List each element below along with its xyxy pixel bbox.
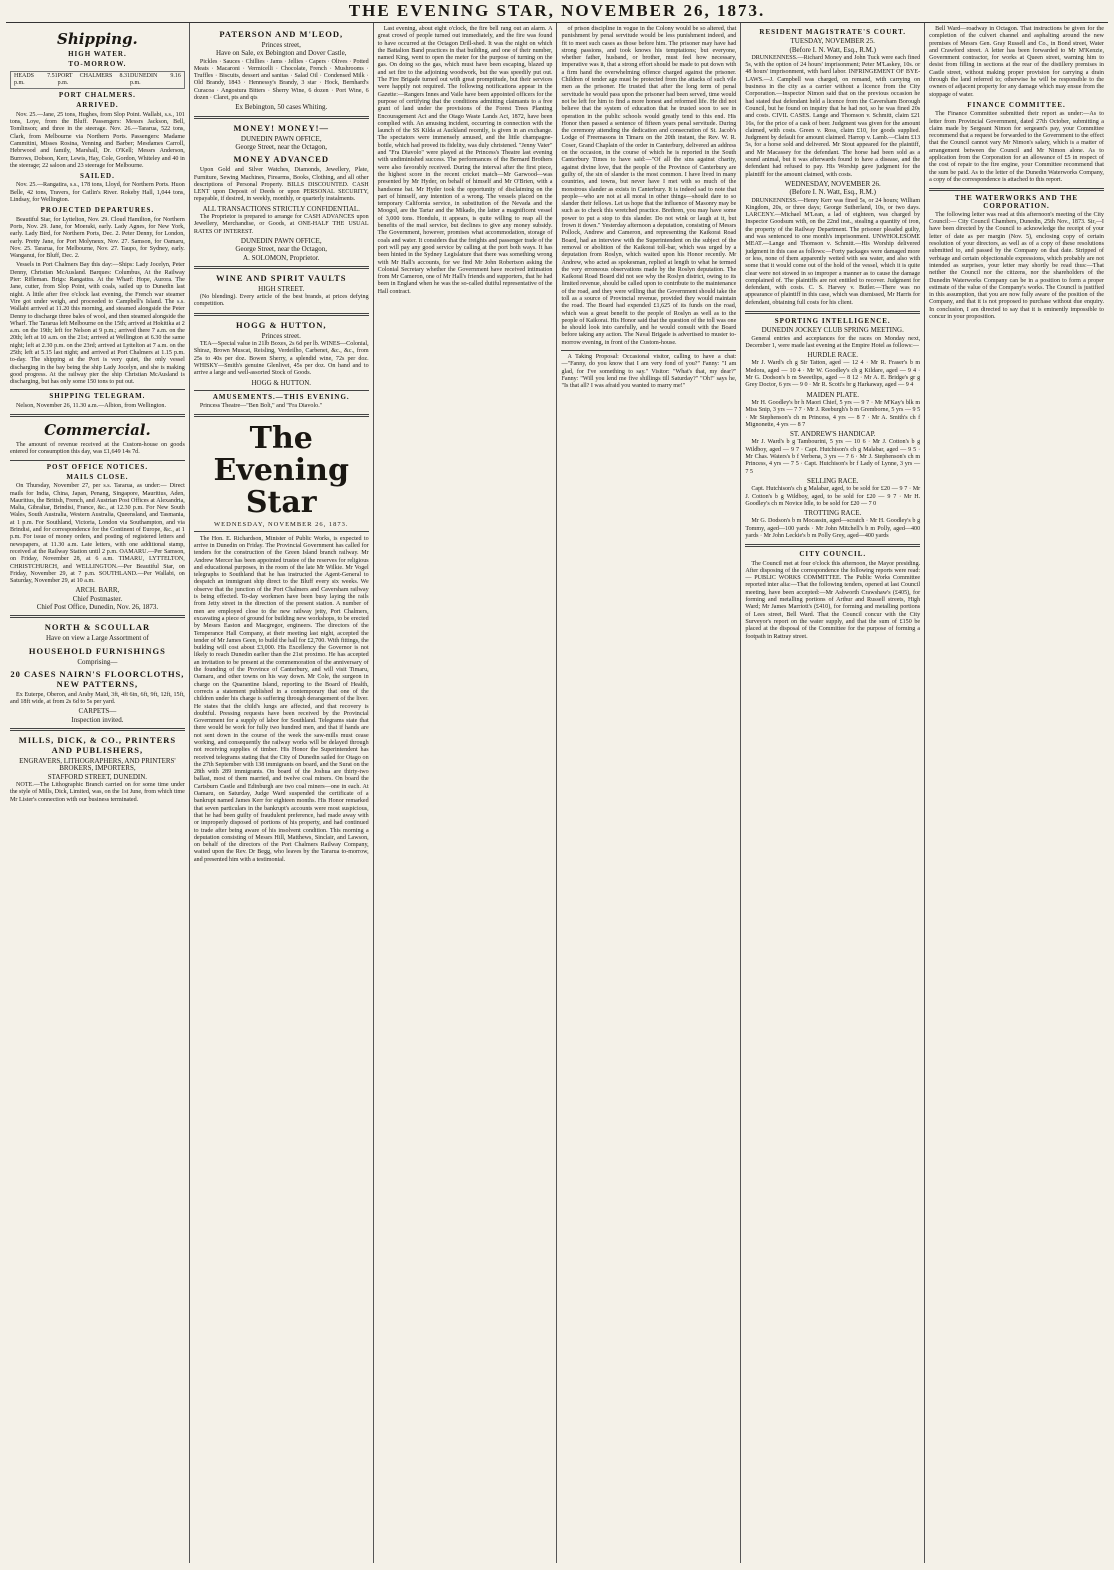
court-body-2: DRUNKENNESS.—Henry Kerr was fined 5s, or 24 hours; William Kingdom, 20s, or three days; George Sutherland, 10s, or two days. LARCENY.—Michael M'Lean, a lad of eighteen, was charged by Inspector Goodsum with, on the 22nd inst., stealing a quantity of iron, the property of the Railway Department. The prisoner pleaded guilty, and was sentenced to one month's imprisonment. UNWHOLESOME MEAT.—Lange and Thomson v. Schmitt.—His Worship delivered judgment in this case as follows:—Forty packages were damaged more or less, none of them apparently wetted with sea water, and also with some that it would come out of the hold of the vessel, which it is quite clear were not stowed in so improper a manner as to cause the damage complained of. The plaintiffs are not entitled to recover. Judgment for defendant, with costs. C. S. Harvey v. Butler.—There was no appearance of plaintiff in this case, which was dismissed, Mr Harris for defendant, obtaining full costs for his client. [745, 197, 921, 306]
divider [194, 414, 369, 417]
race-2-heading: MAIDEN PLATE. [806, 390, 859, 399]
tide-port-chalmers: PORT CHALMERS 8.31 p.m. [57, 72, 130, 86]
postmaster-name: ARCH. BARR, [75, 586, 120, 595]
news-body: The Hon. E. Richardson, Minister of Public Works, is expected to arrive in Dunedin on Friday. The Provincial Government has called for tenders for the construction of the Green Island branch railway. Mr Andrew Mercer has been appointed trustee of the reserves for religious and educational purposes, in the room of the late Mr Wilkie. Mr Vogel telegraphs to Southland that he has instructed the Agent-General to despatch an immigrant ship direct to the Bluff every six weeks. We observe that the junction of the Port Chalmers and Caversham railway is being effected. To-day workmen have been busy laying the rails from Jetty street in the direction of the present station. A number of men are employed close to the new railway jetty, Port Chalmers, excavating a piece of ground for building new workshops, to be erected by Messrs Easton and Macgregor, engineers. The directors of the Temperance Hall Company, at their meeting last night, accepted the tender of Mr James Geen, to build the hall for £2,700. With fittings, the building will cost about £3,000. His Excellency the Governor is not likely to reach Dunedin earlier than the 21st proximo. He has accepted an invitation to be present at the commemoration of the anniversary of the founding of the Province of Canterbury, and will visit Timaru, Oamaru, and other towns on his way down. Mr Cole, the surgeon in charge on the Quarantine Island, reporting to the Board of Health, corrects a statement published in a contemporary that one of the children under his charge is suffering through derangement of the liver. He states that the child's lungs are affected, and that recovery is doubtful. Pressing requests have been received by the Provincial Government for a supply of labor for Southland. Telegrams state that there would be work for fully two hundred men, and that if hands are not sent down in the course of the week the saw-mills must cease working, and consequently the railway works will be delayed through not receiving supplies of timber. His Honor the Superintendent has received telegrams stating that the City of Dunedin sailed for Otago on the 27th September with 138 immigrants on board, and the Surat on the 28th with 289 immigrants. On board of the Joshua are thirty-two ballast, most of them married, and twelve coal miners. On board the Cartsburn Castle and Edinburgh are two coal miners—one in each. At Oamaru, on Saturday, Judge Ward suspended the certificate of a bankrupt named James Kerr for eighteen months. His Honor remarked that seven particulars in the bankrupt's accounts were most suspicious, that he had been guilty of fraudulent preference, had made away with or improperly disposed of portions of his property, and had continued to trade after being aware of his insolvent condition. This morning a deputation consisting of Messrs Hill, Matthews, Sinclair, and Lawson, on behalf of the directors of the Port Chalmers Railway Company, waited upon the Rev. Dr Begg, who leaves by the Tararua to-morrow, and presented him with a testimonial. [193, 535, 369, 863]
post-office-heading: POST OFFICE NOTICES. [46, 462, 149, 471]
columns [6, 23, 1108, 1563]
divider [194, 390, 369, 391]
commercial-heading: Commercial. [44, 421, 151, 440]
inspection-note: Inspection invited. [71, 715, 124, 724]
newspaper-logo: The Evening Star [213, 421, 349, 521]
divider [745, 311, 920, 314]
race-5-heading: TROTTING RACE. [804, 509, 862, 518]
mills-dick-subtitle: ENGRAVERS, LITHOGRAPHERS, AND PRINTERS' BROKERS, IMPORTERS, [19, 757, 176, 773]
finance-text: The Finance Committee submitted their report as under:—As to letter from Provincial Government, dated 27th October, submitting a claim made by Sergeant Nimon for sergeant's pay, your Committee recommend that a request be forwarded to the Government to the effect that the Council cannot vary Mr Nimon's salary, which is a matter of arrangement between the Council and Mr Nimon alone. As to application from the Corporation for an allowance of £5 in respect of the cost of repair to the fire engine, your Committee recommend that the sum be paid. As to the letter of the Dunedin Waterworks Company, a copy of the correspondence is attached to this report. [929, 111, 1104, 183]
paterson-footer: Ex Bebington, 50 cases Whiting. [235, 103, 328, 112]
divider [929, 188, 1104, 191]
pawn-signature: A. SOLOMON, Proprietor. [243, 253, 320, 262]
pawn-office-text: Upon Gold and Silver Watches, Diamonds, Jewellery, Plate, Furniture, Sewing Machines, Firearms, Books, Clothing, and all other descriptions of Personal Property. BILLS DISCOUNTED. CASH LENT upon Deposit of Deeds or upon PERSONAL SECURITY, repayable, if desired, in weekly, monthly, or quarterly instalments. [193, 167, 369, 203]
to-morrow-label: TO-MORROW. [68, 60, 127, 69]
paterson-address: Princes street, [261, 41, 301, 49]
column-1 [6, 23, 190, 1563]
divider [561, 350, 736, 351]
sailed-heading: SAILED. [80, 172, 115, 181]
council-continued: Bell Ward—roadway in Octagon. That instructions be given for the completion of the culvert channel and asphalting around the new premises of Messrs Gen. Gray Russell and Co., in Bond street, Water and Crawford street. A letter has been forwarded to Mr M'Kenzie, Government contractor, for works at Queen street, warning him to desist from filling in sections at the rear of the distillery premises in Castle street, without making proper provision for carrying a drain through the land referred to; otherwise he will be responsible to the owners of adjacent property for any damage which may ensue from the stoppage of water. [929, 26, 1104, 98]
race-3-list: Mr J. Ward's b g Tambourini, 5 yrs — 10 6 · Mr J. Cotton's b g Wildboy, aged — 9 7 · Capt. Hutchison's ch g Malabar, aged — 9 5 · Mr Chas. Waters's b f Verbena, 3 yrs — 7 6 · Mr J. Stephenson's ch m Princess, 4 yrs — 7 5 · Capt. Hutchison's br f Lady of Lynne, 3 yrs — 7 5 [745, 439, 921, 475]
pawn-confidential: ALL TRANSACTIONS STRICTLY CONFIDENTIAL. [202, 204, 360, 213]
commercial-text: The amount of revenue received at the Custom-house on goods entered for consumption this day, was £1,649 14s 7d. [10, 442, 185, 456]
carpets-label: CARPETS— [78, 707, 117, 716]
pawn-office-address-2: George Street, near the Octagon, [235, 245, 328, 254]
court-body: DRUNKENNESS.—Richard Money and John Tuck were each fined 5s, with the option of 24 hours' imprisonment; Peter M'Laskey, 10s. or 48 hours' imprisonment, with hard labor. INFRINGEMENT OF BYE-LAWS.—J. Campbell was charged, on remand, with carrying on business in the city as a carrier without a licence from the City Corporation.—Inspector Nimon said that on the previous occasion he had stated that defendant held a licence from the Caversham Borough Council, but he found on inquiry that he had not, so he was fined 20s and costs. CIVIL CASES. Lange and Thomson v. Schmitt, claim £21 16s, for the price of a cask of beer. Judgment was given for the amount claimed, with costs. Green v. Ross, claim £10, for goods supplied. Judgment by default for amount claimed. Harrop v. Lamb.—Claim £13 5s, for a horse sold and delivered. Mr Stout appeared for the plaintiff, and Mr Macassey for the defendant. The horse had been sold as a sound animal, but it was afterwards found to have a disease, and the defendant had refused to pay. His Worship gave judgment for the plaintiff for the amount claimed, with costs. [745, 54, 921, 178]
north-scoullar-ad-title: NORTH & SCOULLAR [44, 622, 151, 633]
race-1-list: Mr J. Ward's ch g Sir Tatton, aged — 12 4 · Mr R. Fraser's b m Medora, aged — 10 4 · Mr W. Goodley's ch g Kildare, aged — 9 4 · Mr G. Dodson's b m Sweetlips, aged — 8 12 · Mr A. E. Bridge's gr g Grey Doctor, 6 yrs — 9 0 · Mr R. Scott's br g Harkaway, aged — 9 4 [745, 360, 921, 389]
page-masthead: THE EVENING STAR, NOVEMBER 26, 1873. [6, 0, 1108, 23]
paterson-list: Pickles · Sauces · Chillies · Jams · Jellies · Capers · Olives · Potted Meats · Macaroni · Vermicelli · Chocolate, French · Mushrooms · Truffles · Biscuits, dessert and sanitas · Salad Oil · Condensed Milk · Old Brandy, 1843 · Hennessy's Brandy, 3 star · Hock, Bernhard's Curacoa · Angostura Bitters · Sherry Wine, 6 dozen · Port Wine, 6 dozen · Claret, pts and qts [193, 58, 369, 102]
court-date: TUESDAY, NOVEMBER 25. [790, 37, 875, 46]
news-body-continued: Last evening, about eight o'clock, the fire bell rang out an alarm. A great crowd of people turned out immediately, and the fire was found to have occurred at the Octagon Drill-shed. It was the night on which the Battalion Band practices in that building, and one of their number, named King, went to open the meter for the purpose of turning on the gas. On doing so the gas, which must have been escaping, blazed up and set fire to the adjoining woodwork, but the was speedily put out. The Fire Brigade turned out with great promptitude, but their services were happily not required. The following notifications appear in the Gazette:—Rangers Innes and Vaile have been appointed officers for the purpose of certifying that the conditions admitting claimants to a free grant of land under the provisions of the Forest Trees Planting Encouragement Act and the Otago Waste Lands Act, 1872, have been complied with. An amusing incident, occurring in connection with the launch of the SS Kilda at Auckland recently, is given in an exchange. The spectators were immensely amused, and the little champagne-bottle, which had proved its fidelity, was duly christened. "Jenny Vater" and "Fra Diavolo" were played at the Princess's Theatre last evening with undiminished success. The performances of the Bernard Brothers were also favorably received. During the interval after the first piece, the highest score in the recent cricket match—Mr Garwood—was presented by Mr Hyder, on behalf of himself and Mr O'Brien, with a handsome bat. Mr Hyder took the opportunity of disclaiming on the part of himself, any intention of a wrong. The vessels placed on the temporary California service, in substitution of the Nevada and the Moogol, are the Tartar and the Mikado, the latter a magnificent vessel of 3,000 tons. Hondulu, it appears, is quite willing to reap all the benefits of the mail service, but declines to give any money subsidy. The Government, however, promises what accommodation, storage of coals and water. It considers that the freights and passenger trade of the port will pay any good service by calling at the port both ways. It has been hinted in the Sydney Legislature that there was something wrong with Mr Hall's accounts, for we find Mr John Robertson asking the Colonial Secretary whether the Government have received intimation from Mr Cameron, one of Mr Hall's friends and supporters, that he had been in England when he was the so-called dutiful representative of the Hall contract. [377, 26, 553, 295]
sporting-subheading: DUNEDIN JOCKEY CLUB SPRING MEETING. [761, 326, 904, 335]
high-water-heading: HIGH WATER. [68, 50, 127, 58]
paterson-have: Have on Sale, ex Bebington and Dover Castle, [216, 49, 347, 58]
finance-heading: FINANCE COMMITTEE. [967, 100, 1066, 109]
hogg-hutton-text: TEA—Special value in 21lb Boxes, 2s 6d per lb. WINES—Colonial, Shiraz, Brown Muscat, Reisling, Verdeilho, Carbenet, &c., &c., from 25s to 40s per doz. Bowen Sherry, a splendid wine, 72s per doz. WHISKY—Smith's genuine Glenlivet, 45s per doz. On hand and to arrive a large and well-assorted Stock of Goods. [193, 341, 369, 377]
issue-date: WEDNESDAY, NOVEMBER 26, 1873. [194, 521, 369, 531]
divider [10, 728, 185, 731]
divider [194, 266, 369, 269]
wine-vaults-ad-title: WINE AND SPIRIT VAULTS [215, 272, 347, 283]
race-5-list: Mr G. Dodson's b m Mocassin, aged—scratch · Mr H. Goodley's b g Tommy, aged—100 yards · Mr John Mitchell's b m Polly, aged—400 yards · Mr John Leckie's b m Polly Grey, aged—400 yards [745, 518, 921, 539]
hogg-hutton-signature: HOGG & HUTTON. [251, 378, 312, 387]
floorcloths-heading: 20 CASES NAIRN'S FLOORCLOTHS, NEW PATTERNS, [10, 668, 185, 689]
pawn-proprietor-text: The Proprietor is prepared to arrange for CASH ADVANCES upon Jewellery, Merchandise, or Goods, at ONE-HALF THE USUAL RATES OF INTEREST. [193, 214, 369, 235]
money-advanced-heading: MONEY ADVANCED [233, 154, 329, 165]
wine-vaults-address: HIGH STREET. [258, 284, 305, 293]
arrived-text: Nov. 25.—Jane, 25 tons, Hughes, from Slop Point. Wallabi, s.s., 101 tons, Loye, from the Bluff. Passengers: Messrs Jackson, Bell, Tomlinson; and three in the steerage. Nov. 26.—Tararua, 522 tons, Clark, from Melbourne via Northern Ports. Passengers: Madame Cammitini, Misses Rosina, Yenning and Barber; Mesdames Carroll, Hebrwood and family, Marshall, Dr. O'Kell; Messrs Anderson, Burrows, Dobson, Kerr, Lewis, Hay, Cole, Gordon, Whiteley and 40 in the steerage; 22 saloon and 23 steerage for Melbourne. [10, 111, 185, 169]
tide-table [10, 71, 185, 90]
divider [194, 313, 369, 316]
telegram-heading: SHIPPING TELEGRAM. [49, 392, 146, 401]
divider [10, 389, 185, 390]
city-council-heading: CITY COUNCIL. [799, 550, 867, 559]
wine-vaults-text: (No blending). Every article of the best brands, at prices defying competition. [193, 294, 369, 308]
hogg-hutton-ad-title: HOGG & HUTTON, [235, 319, 327, 330]
tide-heads: HEADS 7.51 p.m. [14, 72, 58, 86]
projected-heading: PROJECTED DEPARTURES. [40, 206, 155, 215]
city-council-body: The Council met at four o'clock this afternoon, the Mayor presiding. After disposing of the correspondence the following reports were read:— PUBLIC WORKS COMMITTEE. The Public Works Committee reported inter alia:—That the following tenders, opened at last Council meeting, have been accepted:—Mr Ashworth Crawshaw's (£405), for forming and metalling portions of Arthur and Russell streets, High Ward; Mr James Marriott's (£410), for forming and metalling portions of Lees street, Bell Ward. That the Council concur with the City Surveyor's report on the water supply, and that the sum of £150 be placed at the disposal of the Committee for the purpose of forming a footpath in Rattray street. [745, 560, 921, 640]
tide-dunedin: DUNEDIN 9.16 p.m. [129, 72, 181, 86]
pawn-office-name: DUNEDIN PAWN OFFICE, [240, 134, 322, 143]
divider [10, 460, 185, 461]
hogg-hutton-address: Princes street. [261, 331, 301, 340]
column-6 [925, 23, 1108, 1563]
waterworks-heading: THE WATERWORKS AND THE CORPORATION. [955, 194, 1079, 210]
mills-dick-note: NOTE.—The Lithographic Branch carried on for some time under the style of Mills, Dick, Limited, was, on the 1st June, from which time Mr Lister's connection with our business terminated. [10, 781, 185, 803]
household-heading: HOUSEHOLD FURNISHINGS [28, 645, 166, 656]
race-3-heading: ST. ANDREW'S HANDICAP. [789, 430, 876, 439]
column-5 [741, 23, 925, 1563]
pawn-office-address: George Street, near the Octagon, [235, 142, 328, 151]
race-4-heading: SELLING RACE. [807, 476, 859, 485]
postmaster-title: Chief Postmaster. [72, 594, 123, 603]
telegram-text: Nelson, November 26, 11.30 a.m.—Albion, from Wellington. [16, 402, 166, 409]
mills-dick-ad-title: MILLS, DICK, & CO., PRINTERS AND PUBLISHERS, [18, 735, 177, 756]
sporting-heading: SPORTING INTELLIGENCE. [774, 316, 891, 325]
divider [745, 544, 920, 547]
mills-dick-address: STAFFORD STREET, DUNEDIN. [47, 772, 148, 781]
post-office-text: On Thursday, November 27, per s.s. Tararua, as under:— Direct mails for India, China, Japan, Penang, Singapore, Mauritius, Aden, Mauritius, the British, French, and Austrian Post Offices at Alexandria, Malta, Gibraltar, Brindisi, France, &c., at 12.30 p.m. For New South Wales, South Australia, Western Australia, Queensland, and Tasmania, at 1 p.m. For Southland, Victoria, London via Southampton, and via Brindisi, and for correspondence for the Continent of Europe, &c., at 1 p.m. For issue of money orders, and posting of registered letters and newspapers, at 11.30 a.m. Late letters, with one additional stamp, received at the Railway Station until 2 p.m. OAMARU.—Per Samson, on Friday, November 28, at 6 a.m. TIMARU, LYTTELTON, CHRISTCHURCH, and WELLINGTON.—Per Beautiful Star, on Friday, November 29, at 7 p.m. SOUTHLAND.—Per Wallabi, on Saturday, November 29, at 10 a.m. [10, 483, 185, 585]
race-4-list: Capt. Hutchison's ch g Malabar, aged, to be sold for £20 — 9 7 · Mr J. Cotton's b g Wildboy, aged, to be sold for £20 — 9 7 · Mr H. Goodley's ch m Novice Idle, to be sold for £20 — 7 0 [745, 486, 921, 507]
north-scoullar-text: Ex Euterpe, Oberon, and Araby Maid, 3ft, 4ft 6in, 6ft, 9ft, 12ft, 15ft, and 18ft wide, at from 2s 6d to 5s per yard. [10, 691, 185, 706]
article-body: of prison discipline in vogue in the Colony would be so altered, that punishment by penal servitude would be less punishment indeed, and fit to meet such cases as those before him. The prisoner may have had strong passions, and took knows his temptations; but everyone, whether father, husband, or brother, must feel how necessary, imperative was it, that a strong effort should be made to put down with a firm hand the overwhelming offence charged against the prisoner. Children of tender age must be protected from the attacks of such vile men as the prisoner. He trusted that after the long term of penal servitude he would pass upon the prisoner had been served, time would not be left for him to find a more honest and reformed life. He did not believe that the system of education that he trusted soon to see in operation in the public schools would greatly tend to this end. His Honor then passed a sentence of fifteen years penal servitude. During the ceremony attending the dedication and consecration of St. Jacob's Lodge of Freemasons in Timaru on the 20th instant, the Rev. W. R. Coser, Grand Chaplain of the order in Canterbury, delivered an address on the occasion, in the course of which he is reported in the South Canterbury Times to have said:—"Of all the sins against charity, against divine love, that the people of the Province of Canterbury are guilty of, the sin of slander is the most common. I have lived in many countries, and towns, but never have I met with so much of the monstrous slander as exists in Canterbury. It is indeed sad to note that people—who are not at all moral in other things—should dare to so slander their fellows. Let us hope that the influence of Masonry may be such as to check this wretched practice. Brethren, you may have some power to put a stop to this slander. Do not wink or laugh at it, but frown it down." Yesterday afternoon a deputation, consisting of Messrs Pollock, Andrew and Cameron, and representing the Kaikorai Road Board, had an interview with the Superintendent on the subject of the removal or abolition of the Kaikorai toll-bar, which was urged by a deputation from Roslyn, which waited upon his Honor recently. Mr Andrew, who acted as spokesman, replied at length to what he termed the very erroneous observations made by the Roslyn deputation. The Kaikorai Road Board did not see why the Roslyn district, owing to its limited revenue, should be called upon to contribute to the maintenance of the road, and they were willing that the Government should take the toll as a source of Provincial revenue, provided they would maintain the road. The Board had expended £1,625 of its funds on the road, which was a great benefit to the people of Roslyn as well as to the people of Kaikorai. His Honor said that the question of the toll was one he should look into carefully, and he would consult with the Board before taking any action. The Naval Brigade is advertised to muster to-morrow evening, in front of the Custom-house. [561, 26, 737, 346]
amusements-heading: AMUSEMENTS.—THIS EVENING. [212, 392, 350, 401]
pawn-office-name-2: DUNEDIN PAWN OFFICE, [240, 236, 322, 245]
port-chalmers-heading: PORT CHALMERS. [58, 91, 136, 100]
shipping-heading: Shipping. [57, 30, 138, 48]
court-before-2: (Before I. N. Watt, Esq., R.M.) [789, 188, 876, 197]
race-2-list: Mr H. Goodley's br h Maori Chief, 5 yrs — 9 7 · Mr M'Kay's blk m Miss Snip, 3 yrs — 7 7 · Mr J. Reeburgh's b m Gremborne, 5 yrs — 9 5 · Mr Stephenson's ch m Princess, 4 yrs — 8 7 · Mr A. Smith's ch f Mignonette, 4 yrs — 8 7 [745, 399, 921, 428]
divider [194, 116, 369, 119]
amusements-text: Princess Theatre—"Ben Bolt," and "Fra Diavolo." [199, 403, 323, 410]
money-ad-title: MONEY! MONEY!— [233, 122, 329, 133]
column-3 [374, 23, 558, 1563]
divider [10, 615, 185, 618]
paterson-ad-title: PATERSON AND M'LEOD, [219, 29, 344, 39]
waterworks-text: The following letter was read at this afternoon's meeting of the City Council:— City Council Chambers, Dunedin, 25th Nov., 1873. Sir,—I have been directed by the Council to acknowledge the receipt of your letter of date as per margin (Nov. 5), enclosing copy of certain resolution of your directors, as well as of a copy of these resolutions submitted to, and passed by the Company on that date. Stripped of verbiage and certain objectionable expressions, which probably are not intended as surprises, your letter may shortly be read thus:—That neither the Council nor the citizens, nor the shareholders of the Dunedin Waterworks Company can be in a position to form a proper estimate of the value of the Company's works. The Council is justified in this assumption, that you are now fully aware of the position of the Company, and that it is not proposed to purchase without due enquiry. In conclusion, I am directed to say that it is eminently impossible to concur in your proposition. [929, 211, 1104, 320]
column-4 [557, 23, 741, 1563]
comprising-label: Comprising— [77, 657, 118, 666]
sporting-intro: General entries and acceptances for the races on Monday next, December 1, were made last evening at the Empire Hotel as follows:— [745, 335, 921, 349]
race-1-heading: HURDLE RACE. [807, 351, 858, 360]
north-scoullar-subtitle: Have on view a Large Assortment of [45, 634, 149, 643]
arrived-heading: ARRIVED. [76, 101, 119, 110]
court-date-2: WEDNESDAY, NOVEMBER 26. [784, 179, 881, 188]
column-2 [190, 23, 374, 1563]
divider [10, 414, 185, 417]
joke-text: A Taking Proposal: Occasional visitor, calling to have a chat:—"Fanny, do you know that I am very fond of you?" Fanny: "I am glad, for I've something to say." Visitor: "What's that, my dear?" Fanny: "Will you lend me five shillings till Saturday?" "Oh!" says he, "Is that all? I was afraid you wanted to marry me!" [561, 354, 737, 390]
sailed-text: Nov. 25.—Rangatira, s.s., 178 tons, Lloyd, for Northern Ports. Huon Belle, 42 tons, Travers, for Catlin's River. Rokeby Hall, 1,044 tons, Lindsay, for Wellington. [10, 182, 185, 204]
court-before: (Before I. N. Watt, Esq., R.M.) [789, 45, 876, 54]
mails-close-heading: MAILS CLOSE. [66, 472, 129, 481]
projected-text: Beautiful Star, for Lyttelton, Nov. 29. Cloud Hamilton, for Northern Ports, Nov. 29. Jane, for Moeraki, early. Lady Agnes, for New York, early. Lady Bird, for Northern Ports, Dec. 2. Peter Denny, for London, early. Pretty Jane, for Port Molyneux, Nov. 27. Samson, for Oamaru, Nov. 25. Tararua, for Melbourne, Nov. 27. Taupo, for Sydney, early. Wanganui, for Bluff, Dec. 2. [10, 216, 185, 260]
court-heading: RESIDENT MAGISTRATE'S COURT. [759, 28, 907, 36]
post-office-date: Chief Post Office, Dunedin, Nov. 26, 1873. [36, 603, 159, 611]
harbour-text: Vessels in Port Chalmers Bay this day:—Ships: Lady Jocelyn, Peter Denny, Christian McAusland. Barques: Columbus, At the Railway Pier: Rifleman. Brigs: Rangatira. At the Wharf: Hope, Aurora. The Jane, cutter, from Slop Point, with coals, sailed up to Dunedin last night. A little after five o'clock last evening, the French war steamer Vire got under weigh, and proceeded to Campbell's Island. The s.s. Wallabi arrived at 11.20 this morning, and steamed alongside the Peter Denny to discharge three bales of wool, and then steamed alongside the Wharf. The Tararua left Melbourne on the 15th; arrived at Hokitika at 2 a.m. on the 19th; left for Nelson at 9 p.m.; arrived there 7 a.m. on the 20th; left at 10 a.m. on the 21st; arrived at Wellington at 6.30 the same night; left at 2.30 p.m. on the 23rd; arrived at Lyttelton at 7 a.m. on the 25th; left at 5.15 last night; and arrived at Port Chalmers at 1.15 p.m. to-day. The shipping at the Port is very quiet, the only vessel discharging in the bay being the ship Lady Jocelyn, and she is making good progress. At the railway pier the ship Christian McAusland is discharging, but has only some 150 tons to put out. [10, 262, 185, 386]
